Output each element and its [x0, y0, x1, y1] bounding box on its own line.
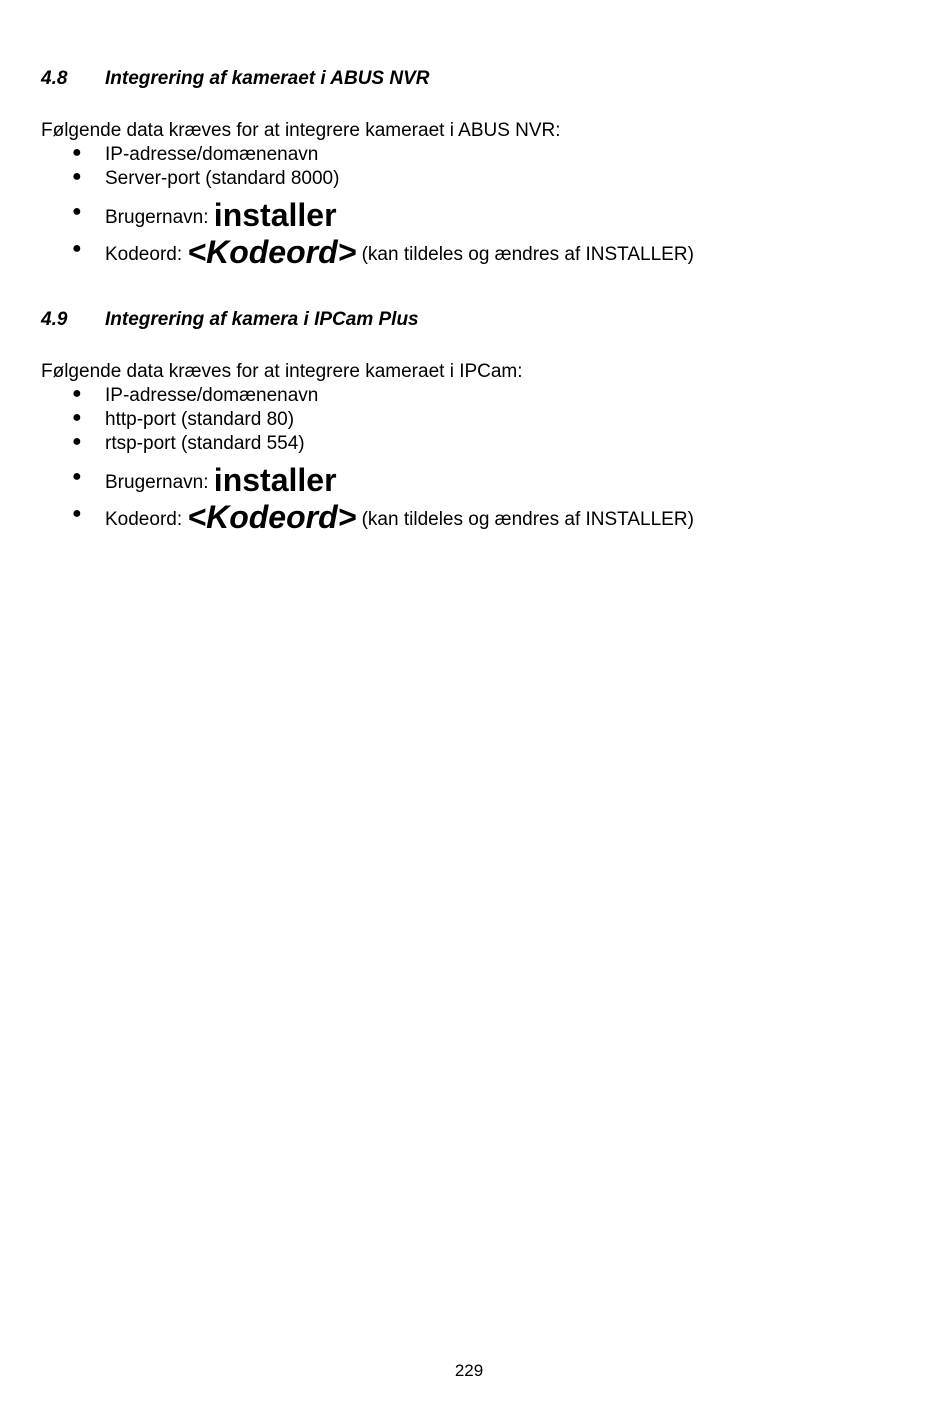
- bullet-icon: ●: [72, 468, 82, 485]
- section-number: 4.8: [41, 68, 68, 89]
- bullet-icon: ●: [72, 203, 82, 220]
- bullet-icon: ●: [72, 385, 82, 402]
- password-value: <Kodeord>: [187, 499, 357, 535]
- password-label: Kodeord:: [105, 509, 188, 530]
- bullet-icon: ●: [72, 168, 82, 185]
- section-heading-4-8: [41, 69, 430, 88]
- username-label: Brugernavn:: [105, 207, 214, 228]
- page-number: 229: [454, 1361, 484, 1380]
- section-title: Integrering af kameraet i ABUS NVR: [105, 68, 430, 89]
- password-note: (kan tildeles og ændres af INSTALLER): [356, 244, 694, 265]
- bullet-icon: ●: [72, 144, 82, 161]
- section-title: Integrering af kamera i IPCam Plus: [105, 309, 419, 330]
- bullet-icon: ●: [72, 240, 82, 257]
- username-value: installer: [213, 462, 337, 498]
- section-number: 4.9: [41, 309, 68, 330]
- username-label: Brugernavn:: [105, 472, 214, 493]
- section-heading-4-9: [41, 310, 419, 329]
- password-label: Kodeord:: [105, 244, 188, 265]
- section-intro: Følgende data kræves for at integrere kameraet i ABUS NVR:: [41, 120, 561, 141]
- bullet-icon: ●: [72, 409, 82, 426]
- bullet-icon: ●: [72, 433, 82, 450]
- username-value: installer: [213, 197, 337, 233]
- password-note: (kan tildeles og ændres af INSTALLER): [356, 509, 694, 530]
- password-value: <Kodeord>: [187, 234, 357, 270]
- bullet-icon: ●: [72, 505, 82, 522]
- section-intro: Følgende data kræves for at integrere kameraet i IPCam:: [41, 361, 523, 382]
